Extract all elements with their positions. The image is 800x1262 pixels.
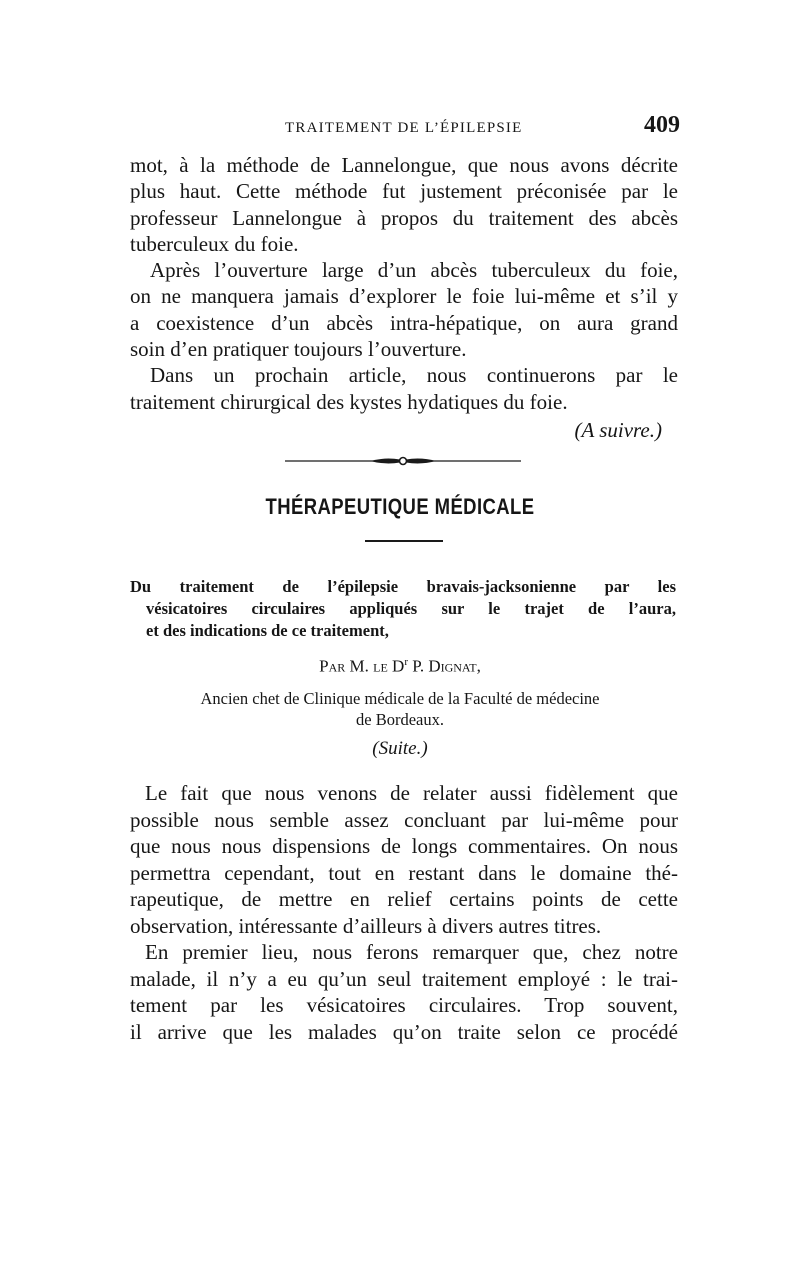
text-line: permettra cependant, tout en restant dans le domaine thé- bbox=[130, 860, 678, 885]
running-head bbox=[130, 112, 680, 144]
text-line: professeur Lannelongue à propos du traitement des abcès bbox=[130, 205, 678, 230]
text-line: possible nous semble assez concluant par lui-même pour bbox=[130, 807, 678, 832]
page-number: 409 bbox=[644, 112, 680, 138]
article-title bbox=[130, 576, 676, 642]
title-line: Du traitement de l’épilepsie bravais-jacksonienne par les bbox=[130, 577, 676, 596]
heading-rule bbox=[365, 540, 443, 542]
text-line: En premier lieu, nous ferons remarquer que, chez notre bbox=[145, 940, 678, 964]
text-line: tuberculeux du foie. bbox=[130, 231, 299, 256]
byline-superscript: r bbox=[404, 656, 408, 668]
affiliation-line: Ancien chet de Clinique médicale de la Faculté de médecine bbox=[200, 689, 600, 708]
continue-note: (A suivre.) bbox=[574, 418, 662, 442]
text-line: rapeutique, de mettre en relief certains points de cette bbox=[130, 887, 678, 911]
article-body bbox=[130, 780, 678, 1045]
text-line: Dans un prochain article, nous continuerons par le bbox=[150, 363, 678, 388]
byline-author: P. Dignat, bbox=[408, 656, 481, 676]
text-line: on ne manquera jamais d’explorer le foie lui-même et s’il y bbox=[130, 284, 678, 309]
text-line: soin d’en pratiquer toujours l’ouverture. bbox=[130, 337, 467, 362]
text-line: traitement chirurgical des kystes hydatiques du foie. bbox=[130, 389, 568, 414]
suite-label: (Suite.) bbox=[372, 738, 428, 759]
title-line: et des indications de ce traitement, bbox=[146, 621, 389, 640]
section-heading: THÉRAPEUTIQUE MÉDICALE bbox=[265, 494, 535, 519]
byline-prefix: Par M. le D bbox=[319, 656, 405, 676]
text-line: il arrive que les malades qu’on traite selon ce procédé bbox=[130, 1019, 678, 1044]
text-line: mot, à la méthode de Lannelongue, que nous avons décrite bbox=[130, 153, 678, 177]
text-line: plus haut. Cette méthode fut justement préconisée par le bbox=[130, 179, 678, 204]
text-line: tement par les vésicatoires circulaires. Trop souvent, bbox=[130, 993, 678, 1017]
text-line: malade, il n’y a eu qu’un seul traitement employé : le trai- bbox=[130, 966, 678, 991]
text-line: que nous nous dispensions de longs commentaires. On nous bbox=[130, 834, 678, 858]
ornament-divider bbox=[285, 451, 521, 471]
text-line: Après l’ouverture large d’un abcès tuberculeux du foie, bbox=[150, 258, 678, 283]
title-line: vésicatoires circulaires appliqués sur le trajet de l’aura, bbox=[146, 599, 676, 618]
running-title: TRAITEMENT DE L’ÉPILEPSIE bbox=[285, 120, 523, 136]
text-line: a coexistence d’un abcès intra-hépatique, on aura grand bbox=[130, 310, 678, 335]
previous-article-ending bbox=[130, 152, 678, 415]
text-line: observation, intéressante d’ailleurs à divers autres titres. bbox=[130, 913, 602, 938]
text-line: Le fait que nous venons de relater aussi fidèlement que bbox=[145, 781, 678, 805]
byline bbox=[130, 656, 670, 677]
affiliation-line: de Bordeaux. bbox=[356, 710, 444, 729]
affiliation bbox=[130, 688, 670, 730]
